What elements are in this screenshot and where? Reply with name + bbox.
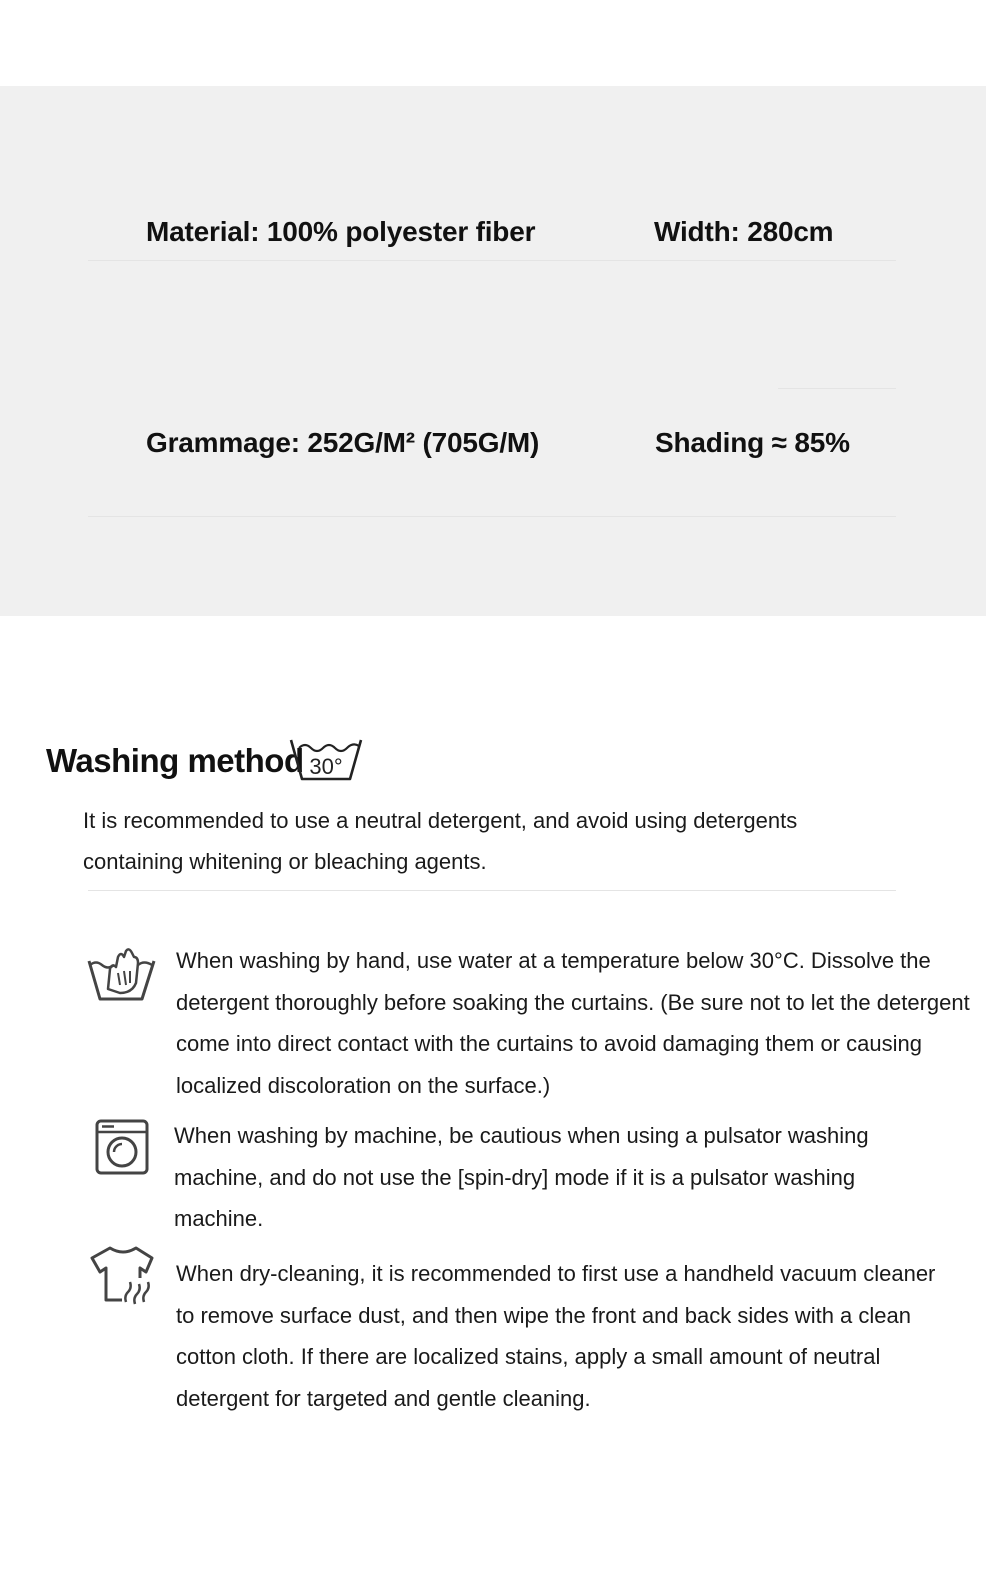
spec-divider [88, 516, 896, 517]
wash-30-degree-icon [288, 736, 364, 782]
spec-panel [0, 86, 986, 616]
hand-wash-icon [86, 943, 158, 1003]
spec-material: Material: 100% polyester fiber [146, 216, 536, 247]
spec-width: Width: 280cm [654, 216, 834, 247]
hand-wash-text: When washing by hand, use water at a temperature below 30°C. Dissolve the detergent thoroughly before soaking the curtains. (Be sure not to let the detergent come into direct contact with the curtains to avoid damaging them or causing localized discoloration on the surface.) [176, 948, 970, 1098]
spec-grammage: Grammage: 252G/M² (705G/M) [146, 427, 540, 458]
washing-machine-icon [94, 1118, 150, 1176]
washing-intro: It is recommended to use a neutral detergent, and avoid using detergents containing whitening or bleaching agents. [83, 808, 798, 874]
spec-divider-short [778, 388, 896, 389]
temp-badge: 30° [309, 754, 343, 779]
dry-clean-text: When dry-cleaning, it is recommended to first use a handheld vacuum cleaner to remove surface dust, and then wipe the front and back sides with a clean cotton cloth. If there are localized stains, apply a small amount of neutral detergent for targeted and gentle cleaning. [176, 1261, 936, 1411]
spec-divider [88, 260, 896, 261]
washing-divider [88, 890, 896, 891]
machine-wash-text: When washing by machine, be cautious when using a pulsator washing machine, and do not use the [spin-dry] mode if it is a pulsator washing machine. [174, 1123, 869, 1231]
washing-method-title: Washing method [46, 742, 304, 779]
dry-clean-shirt-icon [88, 1244, 158, 1308]
spec-shading: Shading ≈ 85% [655, 427, 850, 458]
